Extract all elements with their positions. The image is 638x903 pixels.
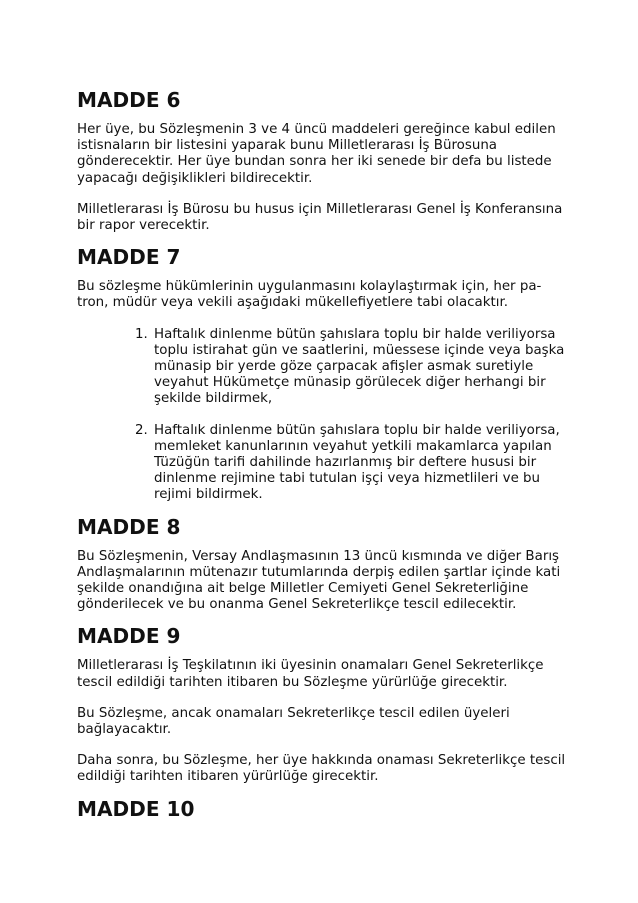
article-8-heading: MADDE 8	[77, 514, 181, 539]
list-item	[135, 422, 567, 504]
list-item-number: 2.	[135, 422, 148, 438]
article-6-paragraph-1: Her üye, bu Sözleşmenin 3 ve 4 üncü maddeleri gereğince kabul edilen istisnaların bir listesini yaparak bunu Milletlerarası İş Bürosuna gönderecektir. Her üye bundan sonra her iki senede bir defa bu listede yapacağı değişiklikleri bildirecektir.	[77, 122, 556, 186]
list-item-text: Haftalık dinlenme bütün şahıslara toplu bir halde veriliyorsa, memleket kanunlarının veyahut yetkili makamlarca yapılan Tüzüğün tarifi dahilinde hazırlanmış bir deftere hususi bir dinlenme rejimine tabi tutulan işçi veya hizmetlileri ve bu rejimi bildirmek.	[154, 422, 560, 503]
article-10-heading: MADDE 10	[77, 796, 195, 821]
article-7-paragraph-1: Bu sözleşme hükümlerinin uygulanmasını kolaylaştırmak için, her pa-tron, müdür veya vekili aşağıdaki mükellefiyetlere tabi olacaktır.	[77, 279, 542, 311]
article-6-heading: MADDE 6	[77, 88, 181, 112]
article-9-paragraph-2: Bu Sözleşme, ancak onamaları Sekreterlikçe tescil edilen üyeleri bağlayacaktır.	[77, 705, 510, 738]
article-7-list	[77, 327, 567, 504]
article-7-heading: MADDE 7	[77, 245, 181, 270]
document-page	[77, 88, 567, 831]
list-item-number: 1.	[135, 326, 148, 342]
article-9-heading: MADDE 9	[77, 624, 181, 649]
article-6-paragraph-2: Milletlerarası İş Bürosu bu husus için Milletlerarası Genel İş Konferansına bir rapor verecektir.	[77, 201, 563, 234]
article-9-paragraph-1: Milletlerarası İş Teşkilatının iki üyesinin onamaları Genel Sekreterlikçe tescil edildiği tarihten itibaren bu Sözleşme yürürlüğe girecektir.	[77, 658, 544, 690]
list-item-text: Haftalık dinlenme bütün şahıslara toplu bir halde veriliyorsa toplu istirahat gün ve saatlerini, müessese içinde veya başka münasip bir yerde göze çarpacak afişler asmak suretiyle veyahut Hükümetçe münasip görülecek diğer herhangi bir şekilde bildirmek,	[154, 326, 565, 407]
list-item	[135, 326, 567, 408]
article-8-paragraph-1: Bu Sözleşmenin, Versay Andlaşmasının 13 üncü kısmında ve diğer Barış Andlaşmalarının mütenazır tutumlarında derpiş edilen şartlar içinde kati şekilde onandığına ait belge Milletler Cemiyeti Genel Sekreterliğine gönderilecek ve bu onanma Genel Sekreterlikçe tescil edilecektir.	[77, 548, 561, 613]
article-9-paragraph-3: Daha sonra, bu Sözleşme, her üye hakkında onaması Sekreterlikçe tescil edildiği tarihten itibaren yürürlüğe girecektir.	[77, 753, 566, 785]
